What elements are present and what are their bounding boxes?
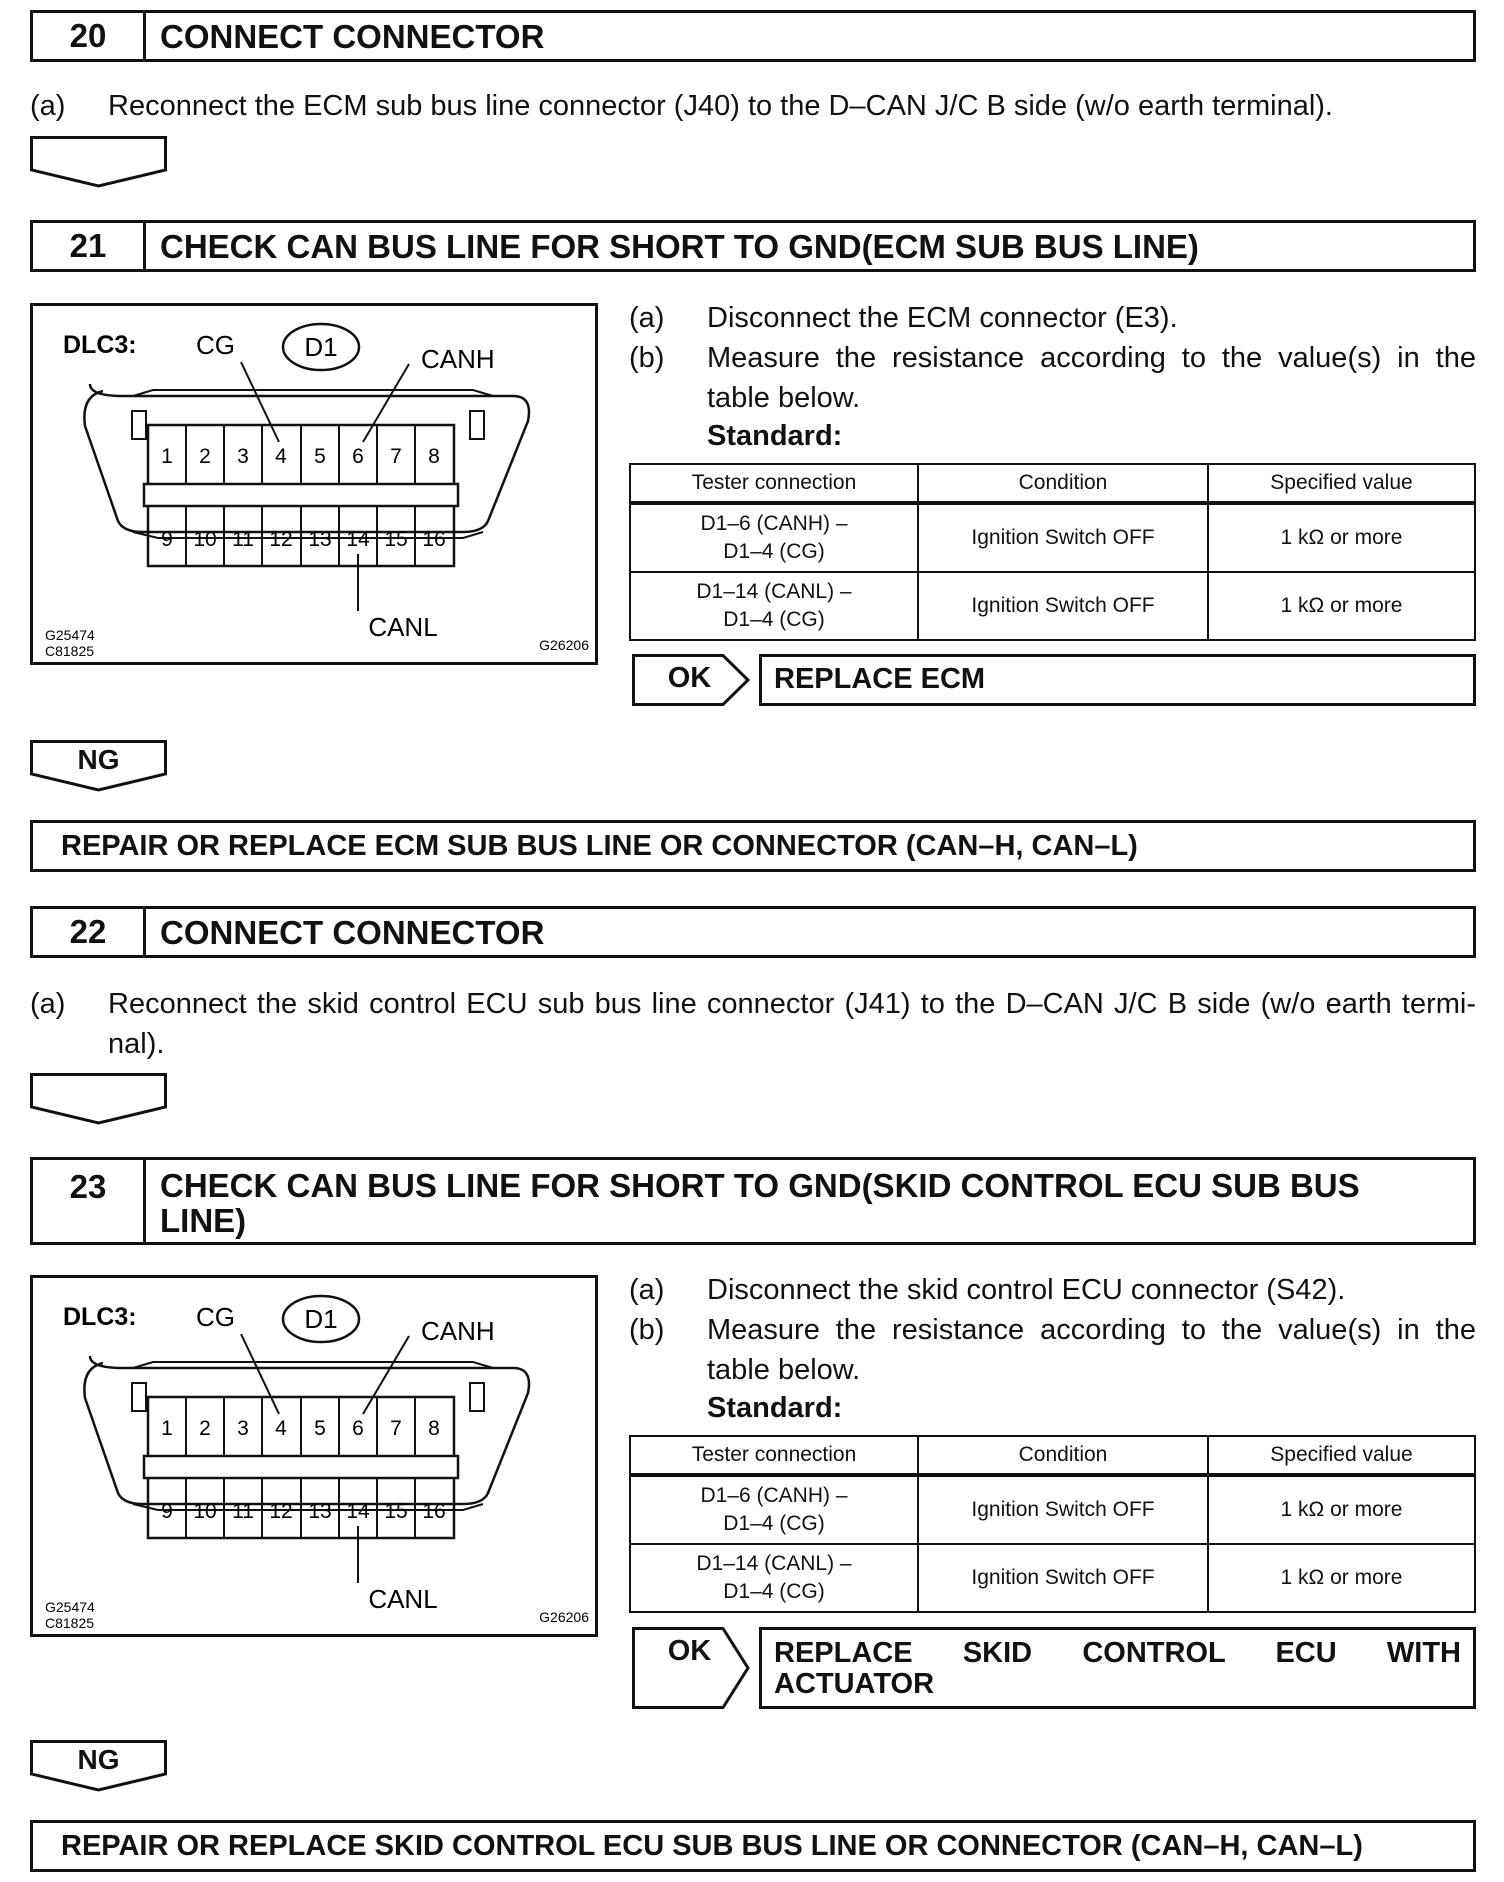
step-22-instruction-a: (a) Reconnect the skid control ECU sub bus line connector (J41) to the D–CAN J/C B side (w/o earth termi- nal). bbox=[30, 988, 1476, 1060]
specified-value-cell: 1 kΩ or more bbox=[1208, 1475, 1475, 1544]
cg-label: CG bbox=[196, 330, 235, 360]
pin-16: 16 bbox=[422, 1500, 446, 1523]
step-21-number: 21 bbox=[33, 223, 146, 269]
step-21-header bbox=[30, 220, 1476, 272]
step-21-instruction-a: (a) Disconnect the ECM connector (E3). bbox=[629, 302, 1178, 334]
pin-16: 16 bbox=[422, 528, 446, 551]
table-header: Specified value bbox=[1208, 1436, 1475, 1475]
table-header: Tester connection bbox=[630, 464, 918, 503]
step-23-standard-label: Standard: bbox=[707, 1392, 843, 1424]
pin-2: 2 bbox=[199, 1417, 211, 1440]
table-header: Condition bbox=[918, 1436, 1208, 1475]
pin-9: 9 bbox=[161, 1500, 173, 1523]
pin-1: 1 bbox=[161, 1417, 173, 1440]
table-header: Condition bbox=[918, 464, 1208, 503]
pin-5: 5 bbox=[314, 445, 326, 468]
step-21-dlc3-diagram bbox=[30, 303, 598, 665]
step-22-continue-arrow bbox=[30, 1073, 167, 1125]
figure-code-2: C81825 bbox=[45, 643, 95, 659]
canh-label: CANH bbox=[421, 1316, 495, 1346]
step-23-instruction-b: (b) Measure the resistance according to the value(s) in the table below. bbox=[629, 1314, 1476, 1386]
connector-latch-left bbox=[132, 411, 146, 439]
table-header: Tester connection bbox=[630, 1436, 918, 1475]
pin-13: 13 bbox=[308, 528, 332, 551]
tester-connection-cell: D1–6 (CANH) – D1–4 (CG) bbox=[630, 503, 918, 572]
step-20-instruction-a: (a) Reconnect the ECM sub bus line connector (J40) to the D–CAN J/C B side (w/o earth terminal). bbox=[30, 90, 1333, 122]
d1-label: D1 bbox=[304, 332, 338, 362]
pin-6: 6 bbox=[352, 445, 364, 468]
step-21-ok-branch bbox=[632, 654, 1476, 706]
pin-7: 7 bbox=[390, 445, 402, 468]
pin-row-bottom bbox=[186, 1478, 415, 1538]
ok-label: OK bbox=[667, 1635, 712, 1667]
step-21-title: CHECK CAN BUS LINE FOR SHORT TO GND(ECM SUB BUS LINE) bbox=[160, 227, 1199, 265]
ok-label: OK bbox=[667, 662, 712, 694]
pin-8: 8 bbox=[428, 1417, 440, 1440]
pin-6: 6 bbox=[352, 1417, 364, 1440]
pin-12: 12 bbox=[269, 528, 293, 551]
ok-result: REPLACE SKID CONTROL ECU WITH ACTUATOR bbox=[759, 1627, 1476, 1709]
step-23-spec-table bbox=[629, 1435, 1476, 1613]
step-23-dlc3-diagram bbox=[30, 1275, 598, 1637]
step-21-instruction-b: (b) Measure the resistance according to the value(s) in the table below. bbox=[629, 342, 1476, 414]
step-23-ok-branch bbox=[632, 1627, 1476, 1709]
condition-cell: Ignition Switch OFF bbox=[918, 1544, 1208, 1612]
step-20-number: 20 bbox=[33, 13, 146, 59]
pin-7: 7 bbox=[390, 1417, 402, 1440]
pin-row-top bbox=[186, 1397, 415, 1456]
figure-code-3: G26206 bbox=[539, 637, 589, 653]
step-23-ng-arrow bbox=[30, 1740, 167, 1792]
step-23-instruction-a: (a) Disconnect the skid control ECU connector (S42). bbox=[629, 1274, 1346, 1306]
figure-code-2: C81825 bbox=[45, 1615, 95, 1631]
canl-label: CANL bbox=[368, 1584, 438, 1614]
table-row bbox=[630, 572, 1475, 640]
pin-4: 4 bbox=[275, 445, 287, 468]
pin-11: 11 bbox=[232, 1500, 254, 1523]
specified-value-cell: 1 kΩ or more bbox=[1208, 1544, 1475, 1612]
step-20-header bbox=[30, 10, 1476, 62]
pin-9: 9 bbox=[161, 528, 173, 551]
pin-14: 14 bbox=[346, 1500, 370, 1523]
connector-body-outline bbox=[84, 384, 529, 532]
canh-leader-line bbox=[363, 364, 409, 442]
step-22-header bbox=[30, 906, 1476, 958]
pin-2: 2 bbox=[199, 445, 211, 468]
step-23-ng-result: REPAIR OR REPLACE SKID CONTROL ECU SUB BUS LINE OR CONNECTOR (CAN–H, CAN–L) bbox=[30, 1820, 1476, 1872]
connector-latch-left bbox=[132, 1383, 146, 1411]
pin-row-bottom bbox=[186, 506, 415, 566]
figure-code-1: G25474 bbox=[45, 627, 95, 643]
center-key bbox=[144, 484, 458, 506]
table-row bbox=[630, 1544, 1475, 1612]
step-22-number: 22 bbox=[33, 909, 146, 955]
figure-code-1: G25474 bbox=[45, 1599, 95, 1615]
connector-body-outline bbox=[84, 1356, 529, 1504]
connector-latch-right bbox=[470, 411, 484, 439]
step-23-number: 23 bbox=[33, 1160, 146, 1242]
condition-cell: Ignition Switch OFF bbox=[918, 1475, 1208, 1544]
pin-11: 11 bbox=[232, 528, 254, 551]
center-key bbox=[144, 1456, 458, 1478]
ng-label: NG bbox=[77, 1744, 120, 1775]
dlc3-label: DLC3: bbox=[63, 1303, 137, 1331]
pin-4: 4 bbox=[275, 1417, 287, 1440]
pin-3: 3 bbox=[237, 445, 249, 468]
dlc3-label: DLC3: bbox=[63, 331, 137, 359]
tester-connection-cell: D1–14 (CANL) – D1–4 (CG) bbox=[630, 572, 918, 640]
pin-15: 15 bbox=[384, 1500, 408, 1523]
pin-10: 10 bbox=[193, 1500, 217, 1523]
step-21-ng-arrow bbox=[30, 740, 167, 792]
canh-label: CANH bbox=[421, 344, 495, 374]
step-21-ng-result: REPAIR OR REPLACE ECM SUB BUS LINE OR CONNECTOR (CAN–H, CAN–L) bbox=[30, 820, 1476, 872]
table-header: Specified value bbox=[1208, 464, 1475, 503]
pin-5: 5 bbox=[314, 1417, 326, 1440]
pin-1: 1 bbox=[161, 445, 173, 468]
pin-10: 10 bbox=[193, 528, 217, 551]
tester-connection-cell: D1–6 (CANH) – D1–4 (CG) bbox=[630, 1475, 918, 1544]
step-23-title: CHECK CAN BUS LINE FOR SHORT TO GND(SKID CONTROL ECU SUB BUS LINE) bbox=[160, 1167, 1360, 1239]
cg-leader-line bbox=[241, 1334, 279, 1414]
specified-value-cell: 1 kΩ or more bbox=[1208, 572, 1475, 640]
pin-row-top bbox=[186, 425, 415, 484]
step-21-standard-label: Standard: bbox=[707, 420, 843, 452]
step-23-header bbox=[30, 1157, 1476, 1245]
pin-13: 13 bbox=[308, 1500, 332, 1523]
cg-label: CG bbox=[196, 1302, 235, 1332]
cg-leader-line bbox=[241, 362, 279, 442]
step-22-title: CONNECT CONNECTOR bbox=[160, 913, 545, 951]
pin-12: 12 bbox=[269, 1500, 293, 1523]
pin-3: 3 bbox=[237, 1417, 249, 1440]
table-row bbox=[630, 503, 1475, 572]
specified-value-cell: 1 kΩ or more bbox=[1208, 503, 1475, 572]
condition-cell: Ignition Switch OFF bbox=[918, 572, 1208, 640]
ng-label: NG bbox=[77, 744, 120, 775]
ok-result: REPLACE ECM bbox=[759, 654, 1476, 706]
pin-14: 14 bbox=[346, 528, 370, 551]
canh-leader-line bbox=[363, 1336, 409, 1414]
table-row bbox=[630, 1475, 1475, 1544]
step-21-spec-table bbox=[629, 463, 1476, 641]
condition-cell: Ignition Switch OFF bbox=[918, 503, 1208, 572]
figure-code-3: G26206 bbox=[539, 1609, 589, 1625]
connector-latch-right bbox=[470, 1383, 484, 1411]
canl-label: CANL bbox=[368, 612, 438, 642]
d1-label: D1 bbox=[304, 1304, 338, 1334]
pin-15: 15 bbox=[384, 528, 408, 551]
step-20-title: CONNECT CONNECTOR bbox=[160, 17, 545, 55]
pin-8: 8 bbox=[428, 445, 440, 468]
tester-connection-cell: D1–14 (CANL) – D1–4 (CG) bbox=[630, 1544, 918, 1612]
step-20-continue-arrow bbox=[30, 136, 167, 188]
